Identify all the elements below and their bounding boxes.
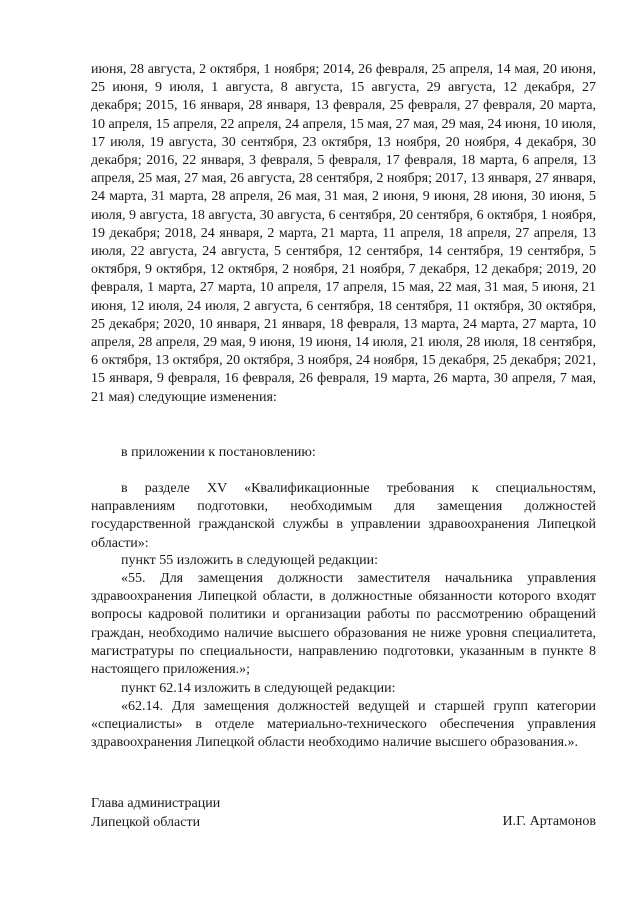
- item-55-intro: пункт 55 изложить в следующей редакции:: [121, 553, 378, 568]
- signature-title: [91, 795, 220, 832]
- section-xv-paragraph: в разделе XV «Квалификационные требования к специальностям, направлениям подготовки, необходимым для замещения должностей государственной гражданской службы в управлении здравоохранения Липецкой области»:: [91, 481, 596, 551]
- signature-title-line-2: Липецкой области: [91, 814, 201, 830]
- annex-line: в приложении к постановлению:: [121, 445, 316, 460]
- item-55-text: «55. Для замещения должности заместителя начальника управления здравоохранения Липецкой области, в должностные обязанности которого входят вопросы кадровой политики и организации работы по рассмотрению обращений граждан, необходимо наличие высшего образования не ниже уровня специалитета, магистратуры по специальности, направлению подготовки, указанным в пункте 8 настоящего приложения.»;: [91, 571, 596, 678]
- amendment-dates-paragraph: июня, 28 августа, 2 октября, 1 ноября; 2014, 26 февраля, 25 апреля, 14 мая, 20 июня, 25 июня, 9 июля, 1 августа, 8 августа, 15 августа, 29 августа, 12 декабря, 27 декабря; 2015, 16 января, 28 января, 13 февраля, 25 февраля, 27 февраля, 20 марта, 10 апреля, 15 апреля, 22 апреля, 24 апреля, 15 мая, 27 мая, 29 мая, 24 июня, 10 июля, 17 июля, 19 августа, 30 сентября, 23 октября, 13 ноября, 20 ноября, 4 декабря, 30 декабря; 2016, 22 января, 3 февраля, 5 февраля, 17 февраля, 18 марта, 6 апреля, 13 апреля, 25 мая, 27 мая, 26 августа, 28 сентября, 2 ноября; 2017, 13 января, 27 января, 24 марта, 31 марта, 28 апреля, 26 мая, 31 мая, 2 июня, 9 июня, 28 июня, 30 июня, 5 июля, 9 августа, 18 августа, 30 августа, 6 сентября, 20 сентября, 6 октября, 1 ноября, 19 декабря; 2018, 24 января, 2 марта, 21 марта, 11 апреля, 18 апреля, 27 апреля, 13 июля, 22 августа, 24 августа, 5 сентября, 12 сентября, 14 сентября, 19 сентября, 5 октября, 9 октября, 12 октября, 2 ноября, 21 ноября, 7 декабря, 12 декабря; 2019, 20 февраля, 1 марта, 27 марта, 10 апреля, 17 апреля, 15 мая, 22 мая, 31 мая, 5 июня, 21 июня, 12 июля, 24 июля, 2 августа, 6 сентября, 18 сентября, 11 октября, 30 октября, 25 декабря; 2020, 10 января, 21 января, 18 февраля, 13 марта, 24 марта, 27 марта, 10 апреля, 28 апреля, 29 мая, 9 июня, 19 июня, 14 июля, 21 июля, 28 июля, 18 сентября, 6 октября, 13 октября, 20 октября, 3 ноября, 24 ноября, 15 декабря, 25 декабря; 2021, 15 января, 9 февраля, 16 февраля, 26 февраля, 19 марта, 26 марта, 30 апреля, 7 мая, 21 мая) следующие изменения:: [91, 62, 596, 405]
- signature-name: И.Г. Артамонов: [502, 814, 596, 829]
- item-62-14-text: «62.14. Для замещения должностей ведущей и старшей групп категории «специалисты» в отделе материально-технического обеспечения управления здравоохранения Липецкой области необходимо наличие высшего образования.».: [91, 699, 596, 751]
- signature-title-line-1: Глава администрации: [91, 796, 221, 811]
- item-62-14-container: [91, 698, 596, 753]
- section-paragraph-container: [91, 480, 596, 553]
- item-62-14-intro: пункт 62.14 изложить в следующей редакции:: [121, 681, 396, 696]
- item-55-container: [91, 570, 596, 679]
